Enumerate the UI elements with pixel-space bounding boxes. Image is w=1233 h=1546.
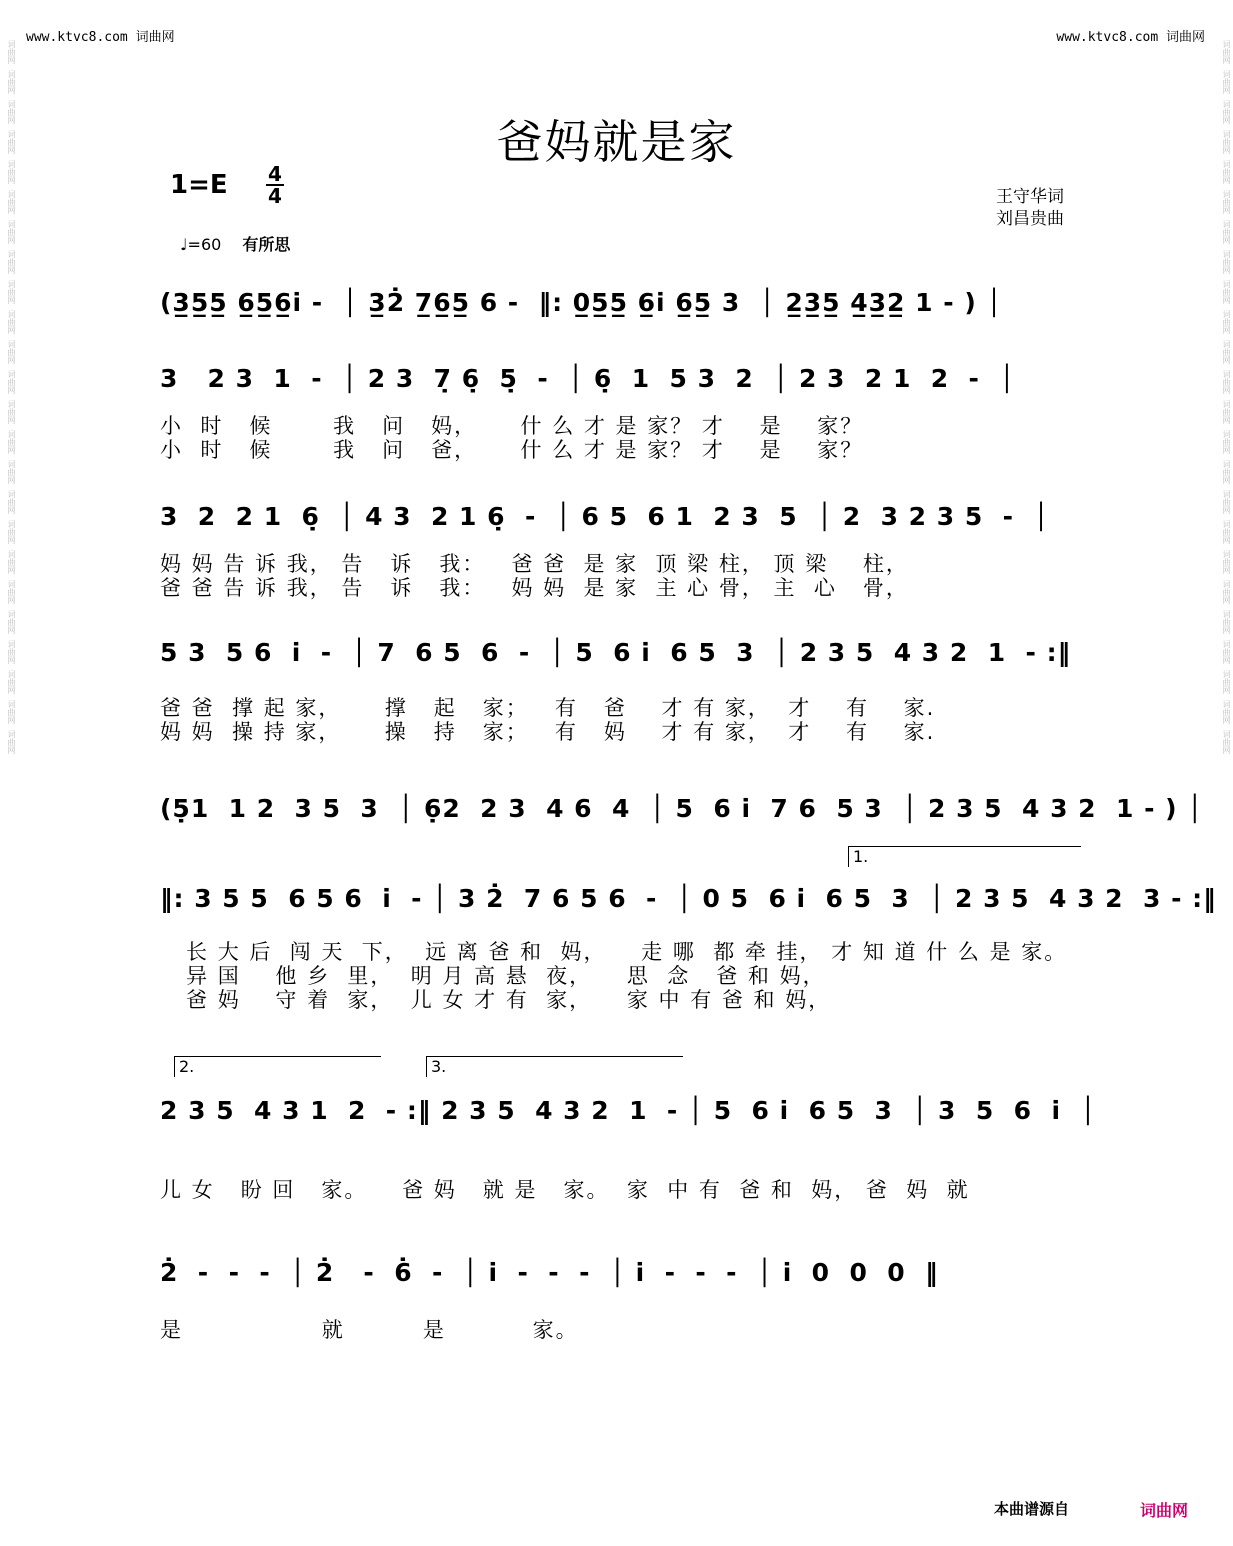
side-watermark-text: 词曲网: [1222, 640, 1231, 664]
side-watermark-text: 词曲网: [1222, 220, 1231, 244]
lyric-line: 儿 女 盼 回 家。 爸 妈 就 是 家。 家 中 有 爸 和 妈， 爸 妈 就: [160, 1178, 970, 1202]
header-right-url: www.ktvc8.com 词曲网: [1056, 30, 1205, 45]
lyric-line: 爸 妈 守 着 家， 儿 女 才 有 家， 家 中 有 爸 和 妈，: [160, 988, 832, 1012]
side-watermark-text: 词曲网: [7, 160, 16, 184]
side-watermark-text: 词曲网: [7, 40, 16, 64]
score-line-8: 2̇ - - - │ 2̇ - 6̇ - │ i̇ - - - │ i̇ - - - │ i̇ 0 0 0 ‖: [160, 1258, 939, 1287]
side-watermark-text: 词曲网: [1222, 400, 1231, 424]
score-line-7: 2 3 5 4 3 1 2 - :‖ 2 3 5 4 3 2 1 - │ 5 6 i̇ 6 5 3 │ 3 5 6 i̇ │: [160, 1096, 1097, 1125]
side-watermark-text: 词曲网: [7, 130, 16, 154]
side-watermark-text: 词曲网: [1222, 610, 1231, 634]
volta-1: 1.: [848, 846, 1081, 867]
lyric-line: 异 国 他 乡 里， 明 月 高 悬 夜， 思 念 爸 和 妈，: [160, 964, 826, 988]
side-watermark-text: 词曲网: [1222, 160, 1231, 184]
score-line-4: 5 3 5 6 i̇ - │ 7 6 5 6 - │ 5 6 i̇ 6 5 3 │ 2 3 5 4 3 2 1 - :‖: [160, 638, 1072, 667]
side-watermark-text: 词曲网: [7, 550, 16, 574]
side-watermark-text: 词曲网: [1222, 100, 1231, 124]
score-line-2: 3 2 3 1 - │ 2 3 7̣ 6̣ 5̣ - │ 6̣ 1 5 3 2 │ 2 3 2 1 2 - │: [160, 364, 1016, 393]
lyric-line: 小 时 候 我 问 爸， 什 么 才 是 家？ 才 是 家？: [160, 438, 864, 462]
side-watermark-text: 词曲网: [7, 250, 16, 274]
side-watermark-text: 词曲网: [7, 730, 16, 754]
side-watermark-text: 词曲网: [7, 670, 16, 694]
lyric-line: 妈 妈 告 诉 我， 告 诉 我： 爸 爸 是 家 顶 梁 柱， 顶 梁 柱，: [160, 552, 909, 576]
side-watermark-text: 词曲网: [7, 340, 16, 364]
lyric-line: 爸 爸 撑 起 家， 撑 起 家； 有 爸 才 有 家， 才 有 家.: [160, 696, 936, 720]
footer-source-label: 本曲谱源自: [994, 1500, 1070, 1518]
score-line-1: (3̲5̲5̲ 6̲5̲6̲i̇ - │ 3̲2̇ 7̲6̲5̲ 6 - ‖: 0̲5̲5̲ 6̲i̇ 6̲5̲ 3 │ 2̲3̲5̲ 4̲3̲2̲ 1 - ) │: [160, 288, 1003, 317]
volta-2: 2.: [174, 1056, 381, 1077]
score-line-5: (5̣1 1 2 3 5 3 │ 6̣2 2 3 4 6 4 │ 5 6 i̇ 7 6 5 3 │ 2 3 5 4 3 2 1 - ) │: [160, 794, 1204, 823]
lyric-line: 爸 爸 告 诉 我， 告 诉 我： 妈 妈 是 家 主 心 骨， 主 心 骨，: [160, 576, 909, 600]
side-watermark-text: 词曲网: [1222, 550, 1231, 574]
side-watermark-text: 词曲网: [1222, 520, 1231, 544]
side-watermark-text: 词曲网: [1222, 730, 1231, 754]
side-watermark-text: 词曲网: [1222, 430, 1231, 454]
volta-3: 3.: [426, 1056, 683, 1077]
time-sig-top: 4: [268, 162, 282, 186]
side-watermark-text: 词曲网: [1222, 280, 1231, 304]
side-watermark-text: 词曲网: [1222, 460, 1231, 484]
side-watermark-text: 词曲网: [7, 700, 16, 724]
side-watermark-text: 词曲网: [7, 490, 16, 514]
side-watermark-text: 词曲网: [7, 310, 16, 334]
side-watermark-text: 词曲网: [7, 520, 16, 544]
tempo-mark: ♩=60: [180, 235, 222, 254]
side-watermark-text: 词曲网: [7, 430, 16, 454]
time-sig-bottom: 4: [268, 184, 282, 208]
credits: [996, 186, 1064, 230]
side-watermark-text: 词曲网: [7, 100, 16, 124]
side-watermark-text: 词曲网: [7, 610, 16, 634]
side-watermark-text: 词曲网: [7, 190, 16, 214]
side-watermark-text: 词曲网: [1222, 310, 1231, 334]
expression-mark: 有所思: [242, 235, 291, 254]
lyricist: 王守华词: [996, 187, 1064, 207]
side-watermark-text: 词曲网: [7, 460, 16, 484]
header-left-url: www.ktvc8.com 词曲网: [26, 30, 175, 45]
side-watermark-text: 词曲网: [7, 580, 16, 604]
score-line-6: ‖: 3 5 5 6 5 6 i̇ - │ 3 2̇ 7 6 5 6 - │ 0 5 6 i̇ 6 5 3 │ 2 3 5 4 3 2 3 - :‖: [160, 884, 1217, 913]
side-watermark-text: 词曲网: [1222, 130, 1231, 154]
side-watermark-text: 词曲网: [7, 220, 16, 244]
time-signature: [266, 164, 284, 206]
score-line-3: 3 2 2 1 6̣ │ 4 3 2 1 6̣ - │ 6 5 6 1 2 3 5 │ 2 3 2 3 5 - │: [160, 502, 1050, 531]
lyric-line: 小 时 候 我 问 妈， 什 么 才 是 家？ 才 是 家？: [160, 414, 864, 438]
side-watermark-text: 词曲网: [7, 640, 16, 664]
side-watermark-text: 词曲网: [1222, 40, 1231, 64]
side-watermark-text: 词曲网: [1222, 490, 1231, 514]
side-watermark-text: 词曲网: [1222, 670, 1231, 694]
lyric-line: 妈 妈 操 持 家， 操 持 家； 有 妈 才 有 家， 才 有 家.: [160, 720, 936, 744]
key-signature: 1=E: [170, 170, 228, 200]
side-watermark-text: 词曲网: [1222, 370, 1231, 394]
composer: 刘昌贵曲: [996, 209, 1064, 229]
song-title: 爸妈就是家: [496, 115, 737, 169]
lyric-line: 长 大 后 闯 天 下， 远 离 爸 和 妈， 走 哪 都 牵 挂， 才 知 道 什 么 是 家。: [160, 940, 1068, 964]
side-watermark-text: 词曲网: [1222, 580, 1231, 604]
footer-source-site[interactable]: 词曲网: [1140, 1501, 1189, 1520]
side-watermark-text: 词曲网: [7, 280, 16, 304]
side-watermark-text: 词曲网: [7, 400, 16, 424]
side-watermark-text: 词曲网: [1222, 190, 1231, 214]
tempo-marking: [180, 232, 290, 255]
side-watermark-text: 词曲网: [7, 70, 16, 94]
side-watermark-text: 词曲网: [1222, 250, 1231, 274]
side-watermark-text: 词曲网: [1222, 340, 1231, 364]
side-watermark-text: 词曲网: [7, 370, 16, 394]
lyric-line: 是 就 是 家。: [160, 1318, 579, 1342]
side-watermark-text: 词曲网: [1222, 700, 1231, 724]
side-watermark-text: 词曲网: [1222, 70, 1231, 94]
